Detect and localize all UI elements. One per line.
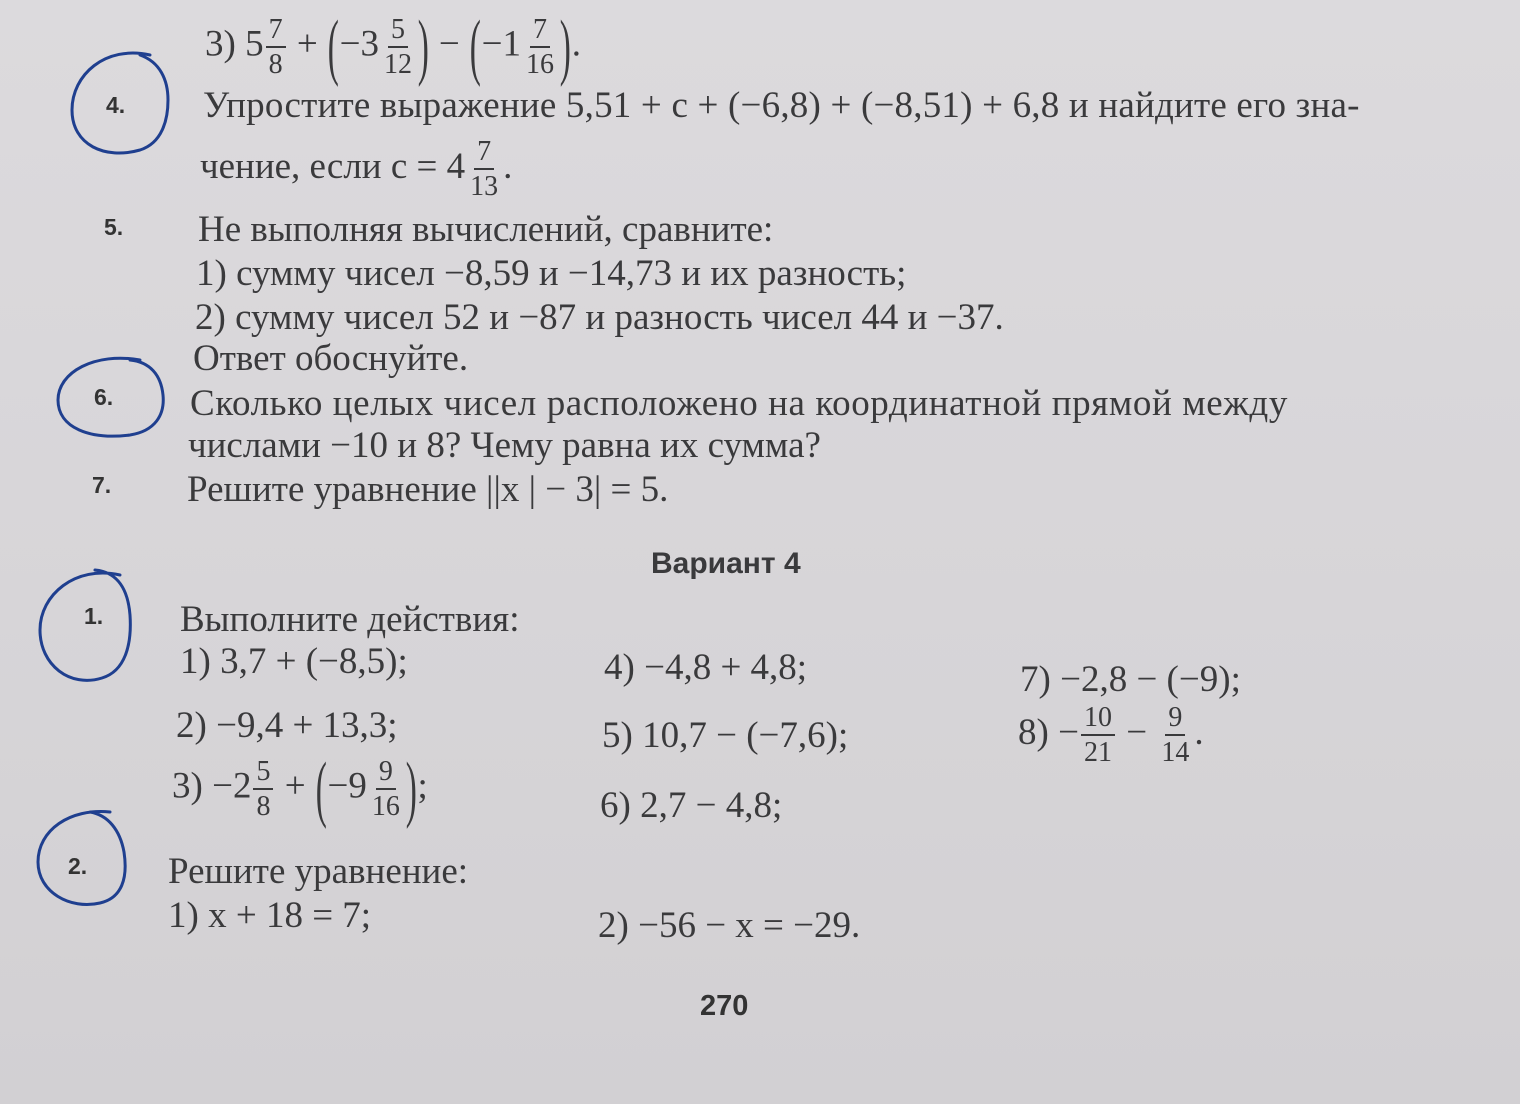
numerator: 5 xyxy=(253,758,273,790)
period: . xyxy=(571,23,581,65)
period: . xyxy=(1194,711,1204,753)
numerator: 5 xyxy=(388,16,408,48)
task-6-number: 6. xyxy=(94,384,114,410)
semicolon: ; xyxy=(417,765,428,807)
paren-open: ( xyxy=(327,6,339,88)
numerator: 7 xyxy=(530,16,550,48)
task-7-number: 7. xyxy=(92,472,112,498)
mixed-whole: 5 xyxy=(245,23,264,65)
fraction xyxy=(467,138,501,201)
denominator: 13 xyxy=(470,171,499,202)
task-6-line2: числами −10 и 8? Чему равна их сумма? xyxy=(188,425,821,466)
fraction xyxy=(369,755,403,822)
v4-task-1-item-8 xyxy=(1018,704,1204,767)
numerator: 9 xyxy=(1165,704,1185,736)
variant-title: Вариант 4 xyxy=(651,547,801,580)
task-4-line1: Упростите выражение 5,51 + c + (−6,8) + (−8,51) + 6,8 и найдите его зна- xyxy=(203,85,1360,126)
paren-open: ( xyxy=(315,748,327,830)
numerator: 9 xyxy=(376,758,396,790)
task-7-text: Решите уравнение ||x | − 3| = 5. xyxy=(187,469,669,510)
task-4-number: 4. xyxy=(106,92,126,118)
mixed-whole: −3 xyxy=(339,23,379,65)
operator: + xyxy=(296,23,318,65)
v4-task-1-item-1: 1) 3,7 + (−8,5); xyxy=(180,641,408,682)
numerator: 10 xyxy=(1081,704,1115,736)
task-5-line1: Не выполняя вычислений, сравните: xyxy=(198,209,774,250)
v4-task-1-item-7: 7) −2,8 − (−9); xyxy=(1020,659,1241,700)
v4-task-1-item-4: 4) −4,8 + 4,8; xyxy=(604,647,808,688)
fraction xyxy=(523,13,557,80)
page-number: 270 xyxy=(700,990,749,1022)
operator: − xyxy=(438,23,460,65)
task-4-line2 xyxy=(200,138,512,201)
operator: + xyxy=(284,765,306,807)
v4-task-2-eq1: 1) x + 18 = 7; xyxy=(168,895,372,936)
task-5-line2: 1) сумму чисел −8,59 и −14,73 и их разность; xyxy=(196,253,907,294)
paren-open: ( xyxy=(469,6,481,88)
v4-task-2-title: Решите уравнение: xyxy=(168,851,469,892)
numerator: 7 xyxy=(266,16,286,48)
task-5-line4: Ответ обоснуйте. xyxy=(193,338,469,379)
fraction xyxy=(1158,704,1192,767)
task-5-number: 5. xyxy=(104,214,124,240)
denominator: 8 xyxy=(268,48,283,80)
v4-task-1-number: 1. xyxy=(84,603,104,629)
fraction xyxy=(381,13,415,80)
v4-task-2-eq2: 2) −56 − x = −29. xyxy=(598,905,861,946)
v4-task-2-number: 2. xyxy=(68,853,88,879)
item-label: 3) −2 xyxy=(172,765,252,807)
v4-task-1-item-6: 6) 2,7 − 4,8; xyxy=(600,785,783,826)
period: . xyxy=(503,145,513,187)
v4-task-1-item-2: 2) −9,4 + 13,3; xyxy=(176,705,398,746)
task-6-line1: Сколько целых чисел расположено на координатной прямой между xyxy=(190,383,1288,424)
denominator: 14 xyxy=(1161,737,1190,768)
item-label: 8) − xyxy=(1018,711,1079,753)
v4-task-1-item-3 xyxy=(172,748,428,830)
v4-task-1-title: Выполните действия: xyxy=(180,599,520,640)
mixed-whole: −1 xyxy=(481,23,522,65)
item-label: 3) xyxy=(205,23,236,65)
fraction xyxy=(266,13,286,80)
operator: − xyxy=(1126,711,1148,753)
v4-task-1-item-5: 5) 10,7 − (−7,6); xyxy=(602,715,849,756)
paren-close: ) xyxy=(417,6,429,88)
denominator: 12 xyxy=(383,48,412,80)
top-item-3 xyxy=(205,6,581,88)
denominator: 21 xyxy=(1083,737,1112,768)
denominator: 8 xyxy=(256,790,271,822)
text: чение, если c = 4 xyxy=(200,145,466,187)
mixed-whole: −9 xyxy=(327,765,367,807)
paren-close: ) xyxy=(559,6,571,88)
fraction xyxy=(1081,704,1115,767)
task-5-line3: 2) сумму чисел 52 и −87 и разность чисел 44 и −37. xyxy=(195,297,1004,338)
paren-close: ) xyxy=(405,748,417,830)
fraction xyxy=(253,755,273,822)
numerator: 7 xyxy=(474,138,494,170)
denominator: 16 xyxy=(526,48,555,80)
denominator: 16 xyxy=(371,790,400,822)
